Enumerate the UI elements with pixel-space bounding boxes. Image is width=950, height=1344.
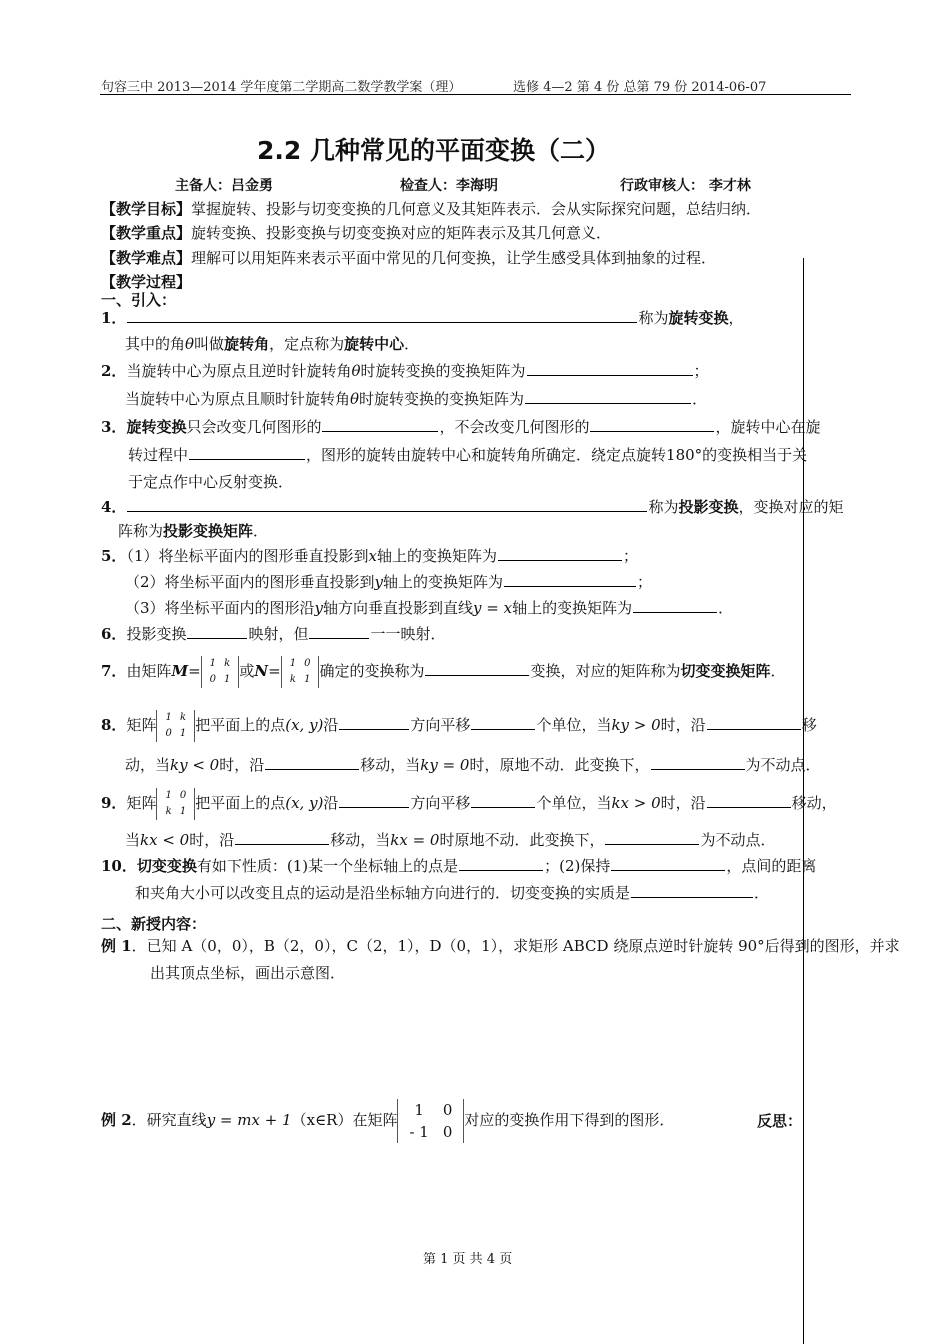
q8-l: 为不动点．	[745, 756, 821, 774]
matrix-cell: 1	[179, 806, 187, 817]
q5-blank-1[interactable]	[498, 546, 622, 561]
eq-y-x: y = x	[473, 599, 513, 617]
q10-bold: 切变变换	[136, 857, 197, 875]
q5-blank-2[interactable]	[504, 572, 636, 587]
q6-number: 6．	[101, 625, 127, 643]
q7-c: 变换，对应的矩阵称为	[530, 662, 681, 680]
point-xy: (x, y)	[285, 794, 324, 812]
section-intro: 一、引入：	[101, 291, 177, 309]
q1-text: 称为	[638, 309, 669, 327]
teaching-key	[101, 223, 611, 243]
matrix-q9	[156, 788, 195, 820]
q7-number: 7．	[101, 662, 127, 680]
q1-line2	[125, 334, 419, 354]
q9-blank-4[interactable]	[235, 830, 329, 845]
q3-line2	[128, 445, 807, 465]
q4-blank[interactable]	[127, 497, 647, 512]
matrix-cell: 0	[304, 658, 311, 669]
matrix-m-label: M	[171, 662, 189, 680]
q6-line	[101, 624, 445, 644]
q6-c: 一一映射．	[370, 625, 446, 643]
q10-blank-1[interactable]	[459, 856, 543, 871]
q6-blank-2[interactable]	[309, 624, 369, 639]
q1-l2b: 叫做	[194, 335, 225, 353]
q4-a: 称为	[648, 498, 679, 516]
q2-b-end: ；	[693, 362, 709, 380]
q7-d: ．	[770, 662, 786, 680]
q7-blank[interactable]	[425, 661, 529, 676]
example2-equation: y = mx + 1	[206, 1111, 292, 1129]
matrix-cell: 1	[209, 658, 217, 669]
q4-d: ．	[253, 522, 269, 540]
teaching-difficulty	[101, 248, 716, 268]
var-y: y	[374, 573, 384, 591]
q6-blank-1[interactable]	[187, 624, 247, 639]
q9-l: 为不动点．	[700, 831, 776, 849]
q9-i: 时，沿	[189, 831, 235, 849]
teaching-target	[101, 199, 761, 219]
q8-blank-3[interactable]	[707, 715, 801, 730]
q9-k: 时原地不动．此变换下，	[439, 831, 605, 849]
matrix-cell: 1	[224, 674, 231, 685]
q8-a: 矩阵	[126, 716, 157, 734]
hard-text: 理解可以用矩阵来表示平面中常见的几何变换，让学生感受具体到抽象的过程．	[191, 249, 717, 267]
kx-negative: kx < 0	[140, 831, 190, 849]
q8-f: 时，沿	[660, 716, 706, 734]
q6-a: 投影变换	[126, 625, 187, 643]
matrix-cell: 1	[165, 712, 172, 723]
matrix-cell: 0	[442, 1101, 453, 1119]
q1-number: 1．	[101, 309, 127, 327]
matrix-cell: k	[224, 658, 231, 669]
q5-number: 5．	[101, 547, 127, 565]
ky-positive: ky > 0	[611, 716, 661, 734]
q9-number: 9．	[101, 794, 127, 812]
q9-blank-5[interactable]	[605, 830, 699, 845]
q8-d: 方向平移	[410, 716, 471, 734]
q3-b: ，不会改变几何图形的	[439, 418, 590, 436]
admin-reviewer: 行政审核人： 李才林	[620, 178, 751, 194]
q9-h: 当	[125, 831, 141, 849]
page-title: 2.2 几种常见的平面变换（二）	[257, 136, 610, 165]
q8-g: 移	[801, 716, 817, 734]
target-text: 掌握旋转、投影与切变变换的几何意义及其矩阵表示．会从实际探究问题，总结归纳．	[191, 200, 762, 218]
page-footer: 第 1 页 共 4 页	[423, 1252, 513, 1267]
matrix-cell: - 1	[409, 1123, 429, 1141]
matrix-cell: 1	[165, 790, 172, 801]
checker: 检查人：李海明	[400, 178, 498, 194]
q1-l2a: 其中的角	[125, 335, 186, 353]
example2-c: 对应的变换作用下得到的图形．	[464, 1111, 675, 1129]
q9-line1	[101, 788, 837, 820]
q5-2b: 轴上的变换矩阵为	[383, 573, 504, 591]
matrix-n	[281, 656, 320, 688]
q3-number: 3．	[101, 418, 127, 436]
q7-bold: 切变变换矩阵	[680, 662, 771, 680]
q8-blank-2[interactable]	[471, 715, 535, 730]
theta: θ	[350, 390, 360, 408]
q2-a: 当旋转中心为原点且逆时针旋转角	[126, 362, 352, 380]
q9-a: 矩阵	[126, 794, 157, 812]
hard-label: 【教学难点】	[101, 249, 192, 267]
q5-1: （1）将坐标平面内的图形垂直投影到	[126, 547, 369, 565]
matrix-n-label: N	[254, 662, 269, 680]
q5-3: （3）将坐标平面内的图形沿	[125, 599, 315, 617]
q2-c: 当旋转中心为原点且顺时针旋转角	[125, 390, 351, 408]
q8-e: 个单位，当	[536, 716, 612, 734]
q3-line3: 于定点作中心反射变换．	[128, 473, 294, 491]
q3-f: 的变换相当于关	[702, 446, 808, 464]
header-right: 选修 4—2 第 4 份 总第 79 份 2014-06-07	[513, 80, 767, 95]
equals: =	[188, 662, 201, 680]
q8-i: 时，沿	[219, 756, 265, 774]
q10-line2	[135, 883, 769, 903]
q5-1b: 轴上的变换矩阵为	[376, 547, 497, 565]
example1-text: ．已知 A（0，0），B（2，0），C（2，1），D（0，1），求矩形 ABCD 绕原点逆时针旋转 90°后得到的图形，并求	[131, 937, 900, 955]
q9-blank-3[interactable]	[707, 793, 791, 808]
q7-a: 由矩阵	[126, 662, 172, 680]
key-text: 旋转变换、投影变换与切变变换对应的矩阵表示及其几何意义．	[191, 224, 612, 242]
q3-c: ，旋转中心在旋	[715, 418, 821, 436]
q10-blank-2[interactable]	[611, 856, 725, 871]
q5-line1	[101, 546, 638, 566]
matrix-cell: 0	[179, 790, 187, 801]
section-new-content: 二、新授内容：	[101, 915, 207, 933]
q9-b: 把平面上的点	[195, 794, 286, 812]
q2-d: 时旋转变换的变换矩阵为	[359, 390, 525, 408]
q5-line3	[125, 598, 733, 618]
q5-3c: 轴上的变换矩阵为	[512, 599, 633, 617]
matrix-q8	[156, 710, 195, 742]
q2-blank-1[interactable]	[527, 361, 693, 376]
example2-label: 例 2	[101, 1111, 132, 1129]
matrix-example2	[397, 1099, 464, 1143]
q9-j: 移动，当	[330, 831, 391, 849]
theta: θ	[185, 335, 195, 353]
target-label: 【教学目标】	[101, 200, 192, 218]
var-x: x	[368, 547, 377, 565]
q8-line2	[125, 755, 821, 775]
q3-blank-1[interactable]	[322, 417, 438, 432]
q3-line1	[101, 417, 821, 437]
q4-number: 4．	[101, 498, 127, 516]
q1-l2f: ．	[404, 335, 420, 353]
q1-text-end: ，	[728, 309, 744, 327]
matrix-cell: 1	[179, 728, 187, 739]
q8-blank-5[interactable]	[651, 755, 745, 770]
q8-b: 把平面上的点	[195, 716, 286, 734]
q5-2: （2）将坐标平面内的图形垂直投影到	[125, 573, 375, 591]
q5-semi: ；	[637, 573, 653, 591]
q9-f: 时，沿	[660, 794, 706, 812]
q8-line1	[101, 710, 817, 742]
q3-bold: 旋转变换	[126, 418, 187, 436]
q4-line1	[101, 497, 843, 517]
q1-l2e: 旋转中心	[344, 335, 405, 353]
header-rule	[100, 94, 851, 95]
kx-positive: kx > 0	[611, 794, 661, 812]
q8-k: 时，原地不动．此变换下，	[469, 756, 650, 774]
matrix-cell: 0	[209, 674, 217, 685]
reflection-label: 反思：	[757, 1112, 803, 1130]
q1-l2d: ，定点称为	[269, 335, 345, 353]
q8-j: 移动，当	[360, 756, 421, 774]
matrix-cell: 1	[289, 658, 297, 669]
q5-blank-3[interactable]	[633, 598, 717, 613]
matrix-cell: k	[165, 806, 172, 817]
q10-e: ．	[754, 884, 770, 902]
example2-a: ．研究直线	[131, 1111, 207, 1129]
ky-negative: ky < 0	[170, 756, 220, 774]
or: 或	[239, 662, 255, 680]
example2-line	[101, 1099, 674, 1143]
example2-b: （x∈R）在矩阵	[291, 1111, 398, 1129]
q1-bold: 旋转变换	[668, 309, 729, 327]
q3-degree: 180°	[666, 446, 703, 464]
q3-e: ，图形的旋转由旋转中心和旋转角所确定．绕定点旋转	[306, 446, 667, 464]
q3-a: 只会改变几何图形的	[186, 418, 322, 436]
q10-number: 10．	[101, 857, 137, 875]
q1-l2c: 旋转角	[224, 335, 270, 353]
q8-blank-1[interactable]	[339, 715, 409, 730]
matrix-cell: 0	[165, 728, 172, 739]
q2-b: 时旋转变换的变换矩阵为	[360, 362, 526, 380]
key-label: 【教学重点】	[101, 224, 192, 242]
q2-d-end: ．	[692, 390, 708, 408]
q9-blank-1[interactable]	[339, 793, 409, 808]
q7-line	[101, 656, 786, 688]
theta: θ	[351, 362, 361, 380]
q9-d: 方向平移	[410, 794, 471, 812]
ky-zero: ky = 0	[420, 756, 470, 774]
q2-blank-2[interactable]	[525, 389, 691, 404]
q2-line1	[101, 361, 709, 381]
example1-label: 例 1	[101, 937, 132, 955]
q10-c: ，点间的距离	[726, 857, 817, 875]
process-label: 【教学过程】	[101, 273, 192, 291]
q6-b: 映射，但	[248, 625, 309, 643]
q8-h: 动，当	[125, 756, 171, 774]
q9-line2	[125, 830, 775, 850]
equals: =	[268, 662, 281, 680]
author: 主备人：吕金勇	[175, 178, 273, 194]
q5-3b: 轴方向垂直投影到直线	[323, 599, 474, 617]
q3-blank-2[interactable]	[590, 417, 714, 432]
example1-line2: 出其顶点坐标，画出示意图．	[150, 964, 346, 982]
q4-b: ，变换对应的矩	[738, 498, 844, 516]
q3-d: 转过程中	[128, 446, 189, 464]
q2-number: 2．	[101, 362, 127, 380]
point-xy: (x, y)	[285, 716, 324, 734]
q10-b: ；(2)保持	[544, 857, 611, 875]
kx-zero: kx = 0	[390, 831, 440, 849]
example1-line1	[101, 936, 900, 956]
matrix-m	[201, 656, 240, 688]
q2-line2	[125, 389, 707, 409]
q10-line1	[101, 856, 816, 876]
matrix-cell: k	[179, 712, 187, 723]
q9-blank-2[interactable]	[471, 793, 535, 808]
q1-line1	[101, 308, 743, 328]
q5-line2	[125, 572, 652, 592]
header-left: 句容三中 2013—2014 学年度第二学期高二数学教学案（理）	[101, 80, 462, 95]
q4-bold: 投影变换	[678, 498, 739, 516]
q9-g: 移动，	[791, 794, 837, 812]
q9-e: 个单位，当	[536, 794, 612, 812]
q10-blank-3[interactable]	[631, 883, 753, 898]
q1-blank[interactable]	[127, 308, 637, 323]
matrix-cell: 0	[442, 1123, 453, 1141]
q4-c: 阵称为	[118, 522, 164, 540]
q7-b: 确定的变换称为	[319, 662, 425, 680]
q3-blank-3[interactable]	[189, 445, 305, 460]
q10-d: 和夹角大小可以改变且点的运动是沿坐标轴方向进行的．切变变换的实质是	[135, 884, 631, 902]
q9-c: 沿	[323, 794, 339, 812]
matrix-cell: 1	[414, 1101, 424, 1119]
q5-semi: ；	[622, 547, 638, 565]
q4-line2	[118, 521, 268, 541]
q10-a: 有如下性质：(1)某一个坐标轴上的点是	[196, 857, 459, 875]
q8-c: 沿	[323, 716, 339, 734]
q5-dot: ．	[718, 599, 734, 617]
q4-bold2: 投影变换矩阵	[163, 522, 254, 540]
q8-blank-4[interactable]	[265, 755, 359, 770]
matrix-cell: 1	[304, 674, 311, 685]
matrix-cell: k	[289, 674, 296, 685]
q8-number: 8．	[101, 716, 127, 734]
var-y: y	[314, 599, 324, 617]
